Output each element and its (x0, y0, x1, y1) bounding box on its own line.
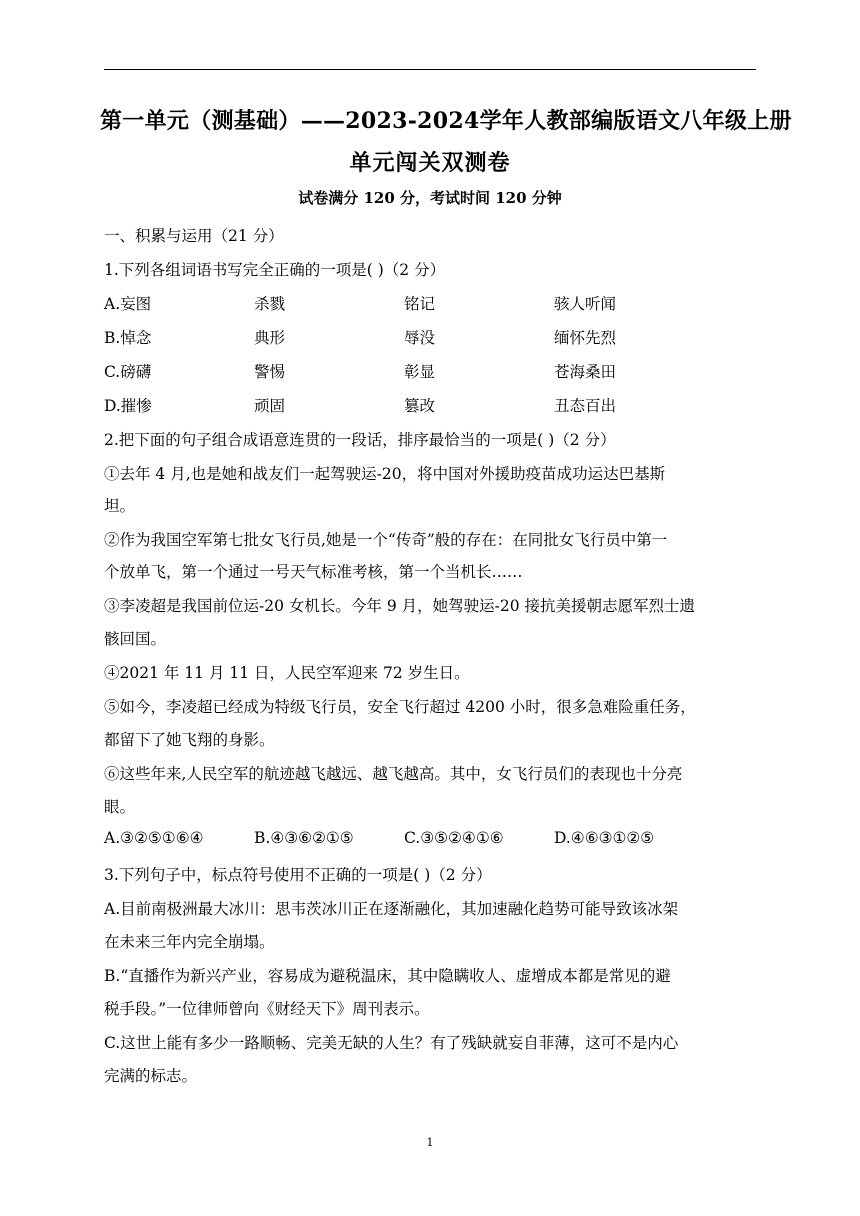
q2-option-a: A.③②⑤①⑥④ (104, 829, 204, 847)
q2-sentence-5: ⑤如今，李凌超已经成为特级飞行员，安全飞行超过 4200 小时，很多急难险重任务， (104, 698, 696, 716)
q3-option-a-cont: 在未来三年内完全崩塌。 (104, 933, 275, 951)
q1-option-a-word: 骇人听闻 (554, 295, 617, 313)
q3-option-b-cont: 税手段。”一位律师曾向《财经天下》周刊表示。 (104, 1000, 430, 1018)
q3-option-c: C.这世上能有多少一路顺畅、完美无缺的人生？有了残缺就妄自菲薄，这可不是内心 (104, 1034, 679, 1052)
q1-option-d-word: 丑态百出 (554, 397, 617, 415)
q2-sentence-6-cont: 眼。 (104, 798, 136, 816)
q2-sentence-6: ⑥这些年来,人民空军的航迹越飞越远、越飞越高。其中，女飞行员们的表现也十分亮 (104, 765, 683, 783)
q1-option-d-word: 篡改 (404, 397, 436, 415)
q1-option-b-word: B.悼念 (104, 329, 152, 347)
q1-option-b-word: 缅怀先烈 (554, 329, 617, 347)
q2-sentence-4: ④2021 年 11 月 11 日，人民空军迎来 72 岁生日。 (104, 664, 470, 682)
page-title: 第一单元（测基础）——2023-2024学年人教部编版语文八年级上册 (100, 108, 792, 134)
q1-option-a-word: 杀戮 (254, 295, 286, 313)
q1-option-a-word: A.妄图 (104, 295, 152, 313)
header-rule (104, 69, 756, 70)
page-number: 1 (426, 1136, 434, 1149)
q3-option-a: A.目前南极洲最大冰川：思韦茨冰川正在逐渐融化，其加速融化趋势可能导致该冰架 (104, 900, 679, 918)
q2-sentence-3: ③李凌超是我国前位运-20 女机长。今年 9 月，她驾驶运-20 接抗美援朝志愿军烈士遗 (104, 597, 695, 615)
q2-sentence-5-cont: 都留下了她飞翔的身影。 (104, 731, 275, 749)
q1-option-b-word: 辱没 (404, 329, 436, 347)
q2-sentence-2-cont: 个放单飞，第一个通过一号天气标准考核，第一个当机长…… (104, 563, 523, 581)
q1-option-b-word: 典形 (254, 329, 286, 347)
question-2-stem: 2.把下面的句子组合成语意连贯的一段话，排序最恰当的一项是( )（2 分） (104, 431, 616, 449)
q1-option-c-word: C.磅礴 (104, 363, 152, 381)
q2-option-b: B.④③⑥②①⑤ (254, 829, 354, 847)
q3-option-b: B.“直播作为新兴产业，容易成为避税温床，其中隐瞒收人、虚增成本都是常见的避 (104, 967, 671, 985)
q2-option-c: C.③⑤②④①⑥ (404, 829, 504, 847)
section-heading: 一、积累与运用（21 分） (104, 227, 284, 245)
q3-option-c-cont: 完满的标志。 (104, 1067, 198, 1085)
q1-option-c-word: 苍海桑田 (554, 363, 617, 381)
q1-option-c-word: 警惕 (254, 363, 286, 381)
q1-option-d-word: 顽固 (254, 397, 286, 415)
q2-sentence-3-cont: 骸回国。 (104, 630, 167, 648)
q2-sentence-1-cont: 坦。 (104, 497, 136, 515)
q2-option-d: D.④⑥③①②⑤ (554, 829, 655, 847)
q1-option-d-word: D.摧惨 (104, 397, 152, 415)
q1-option-c-word: 彰显 (404, 363, 436, 381)
q2-sentence-1: ①去年 4 月,也是她和战友们一起驾驶运-20，将中国对外援助疫苗成功运达巴基斯 (104, 465, 666, 483)
q2-sentence-2: ②作为我国空军第七批女飞行员,她是一个“传奇”般的存在：在同批女飞行员中第一 (104, 531, 668, 549)
q1-option-a-word: 铭记 (404, 295, 436, 313)
question-3-stem: 3.下列句子中，标点符号使用不正确的一项是( )（2 分） (104, 866, 492, 884)
exam-info: 试卷满分 120 分，考试时间 120 分钟 (298, 189, 562, 207)
page-title-line2: 单元闯关双测卷 (349, 150, 511, 176)
question-1-stem: 1.下列各组词语书写完全正确的一项是( )（2 分） (104, 261, 446, 279)
